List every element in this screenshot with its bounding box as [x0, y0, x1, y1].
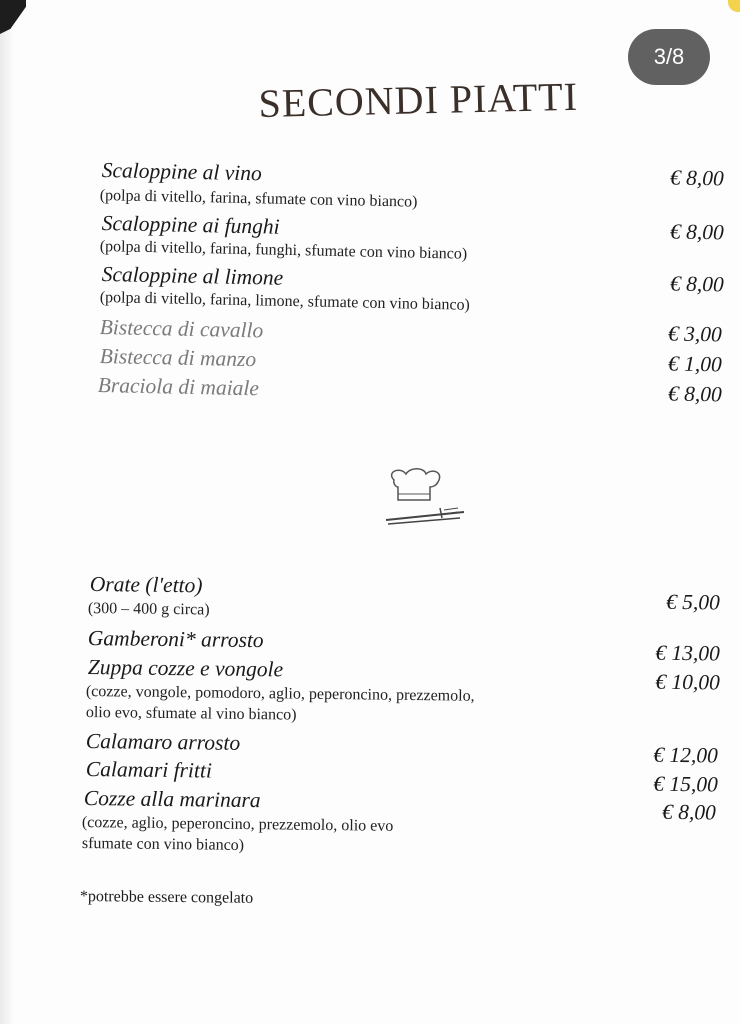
menu-item-description: (polpa di vitello, farina, sfumate con vino bianco) — [99, 187, 418, 211]
menu-item-name: Cozze alla marinara — [83, 786, 261, 813]
menu-item-price: € 13,00 — [655, 640, 720, 666]
menu-item-description: (cozze, vongole, pomodoro, aglio, peperoncino, prezzemolo, — [85, 683, 475, 705]
menu-item-price: € 8,00 — [669, 271, 724, 297]
menu-item-name: Zuppa cozze e vongole — [87, 655, 284, 682]
menu-item-name: Calamari fritti — [85, 757, 213, 783]
menu-item-description: (300 – 400 g circa) — [87, 600, 210, 619]
chef-hat-cutlery-icon — [380, 468, 470, 530]
menu-item-name: Gamberoni* arrosto — [87, 626, 264, 653]
menu-item-price: € 8,00 — [661, 799, 716, 825]
frozen-footnote: *potrebbe essere congelato — [79, 888, 254, 907]
menu-item-description: (cozze, aglio, peperoncino, prezzemolo, olio evo — [81, 814, 394, 835]
menu-item-price: € 8,00 — [669, 219, 724, 245]
menu-item-name: Scaloppine al vino — [101, 158, 262, 186]
menu-section-title: SECONDI PIATTI — [258, 73, 579, 126]
menu-item-name: Scaloppine al limone — [101, 262, 284, 290]
menu-item-name: Bistecca di manzo — [99, 344, 257, 372]
photo-corner-glint — [728, 0, 740, 12]
menu-item-name: Bistecca di cavallo — [99, 315, 264, 343]
menu-item-description: olio evo, sfumate al vino bianco) — [85, 704, 297, 724]
menu-item-name: Orate (l'etto) — [89, 572, 203, 598]
menu-item-description: sfumate con vino bianco) — [81, 835, 245, 854]
menu-item-price: € 8,00 — [667, 381, 722, 407]
menu-item-price: € 10,00 — [655, 669, 720, 695]
menu-item-price: € 5,00 — [665, 589, 720, 615]
page-counter-badge[interactable]: 3/8 — [628, 29, 710, 85]
menu-item-description: (polpa di vitello, farina, funghi, sfumate con vino bianco) — [99, 238, 468, 263]
menu-item-price: € 8,00 — [669, 165, 724, 191]
menu-item-price: € 12,00 — [653, 742, 718, 768]
menu-item-price: € 3,00 — [667, 321, 722, 347]
menu-item-description: (polpa di vitello, farina, limone, sfumate con vino bianco) — [99, 289, 471, 314]
menu-item-name: Braciola di maiale — [97, 373, 260, 401]
menu-item-price: € 1,00 — [667, 351, 722, 377]
menu-item-price: € 15,00 — [653, 771, 718, 797]
page-edge-shadow — [0, 0, 14, 1024]
menu-item-name: Calamaro arrosto — [85, 729, 241, 755]
menu-item-name: Scaloppine ai funghi — [101, 211, 280, 239]
